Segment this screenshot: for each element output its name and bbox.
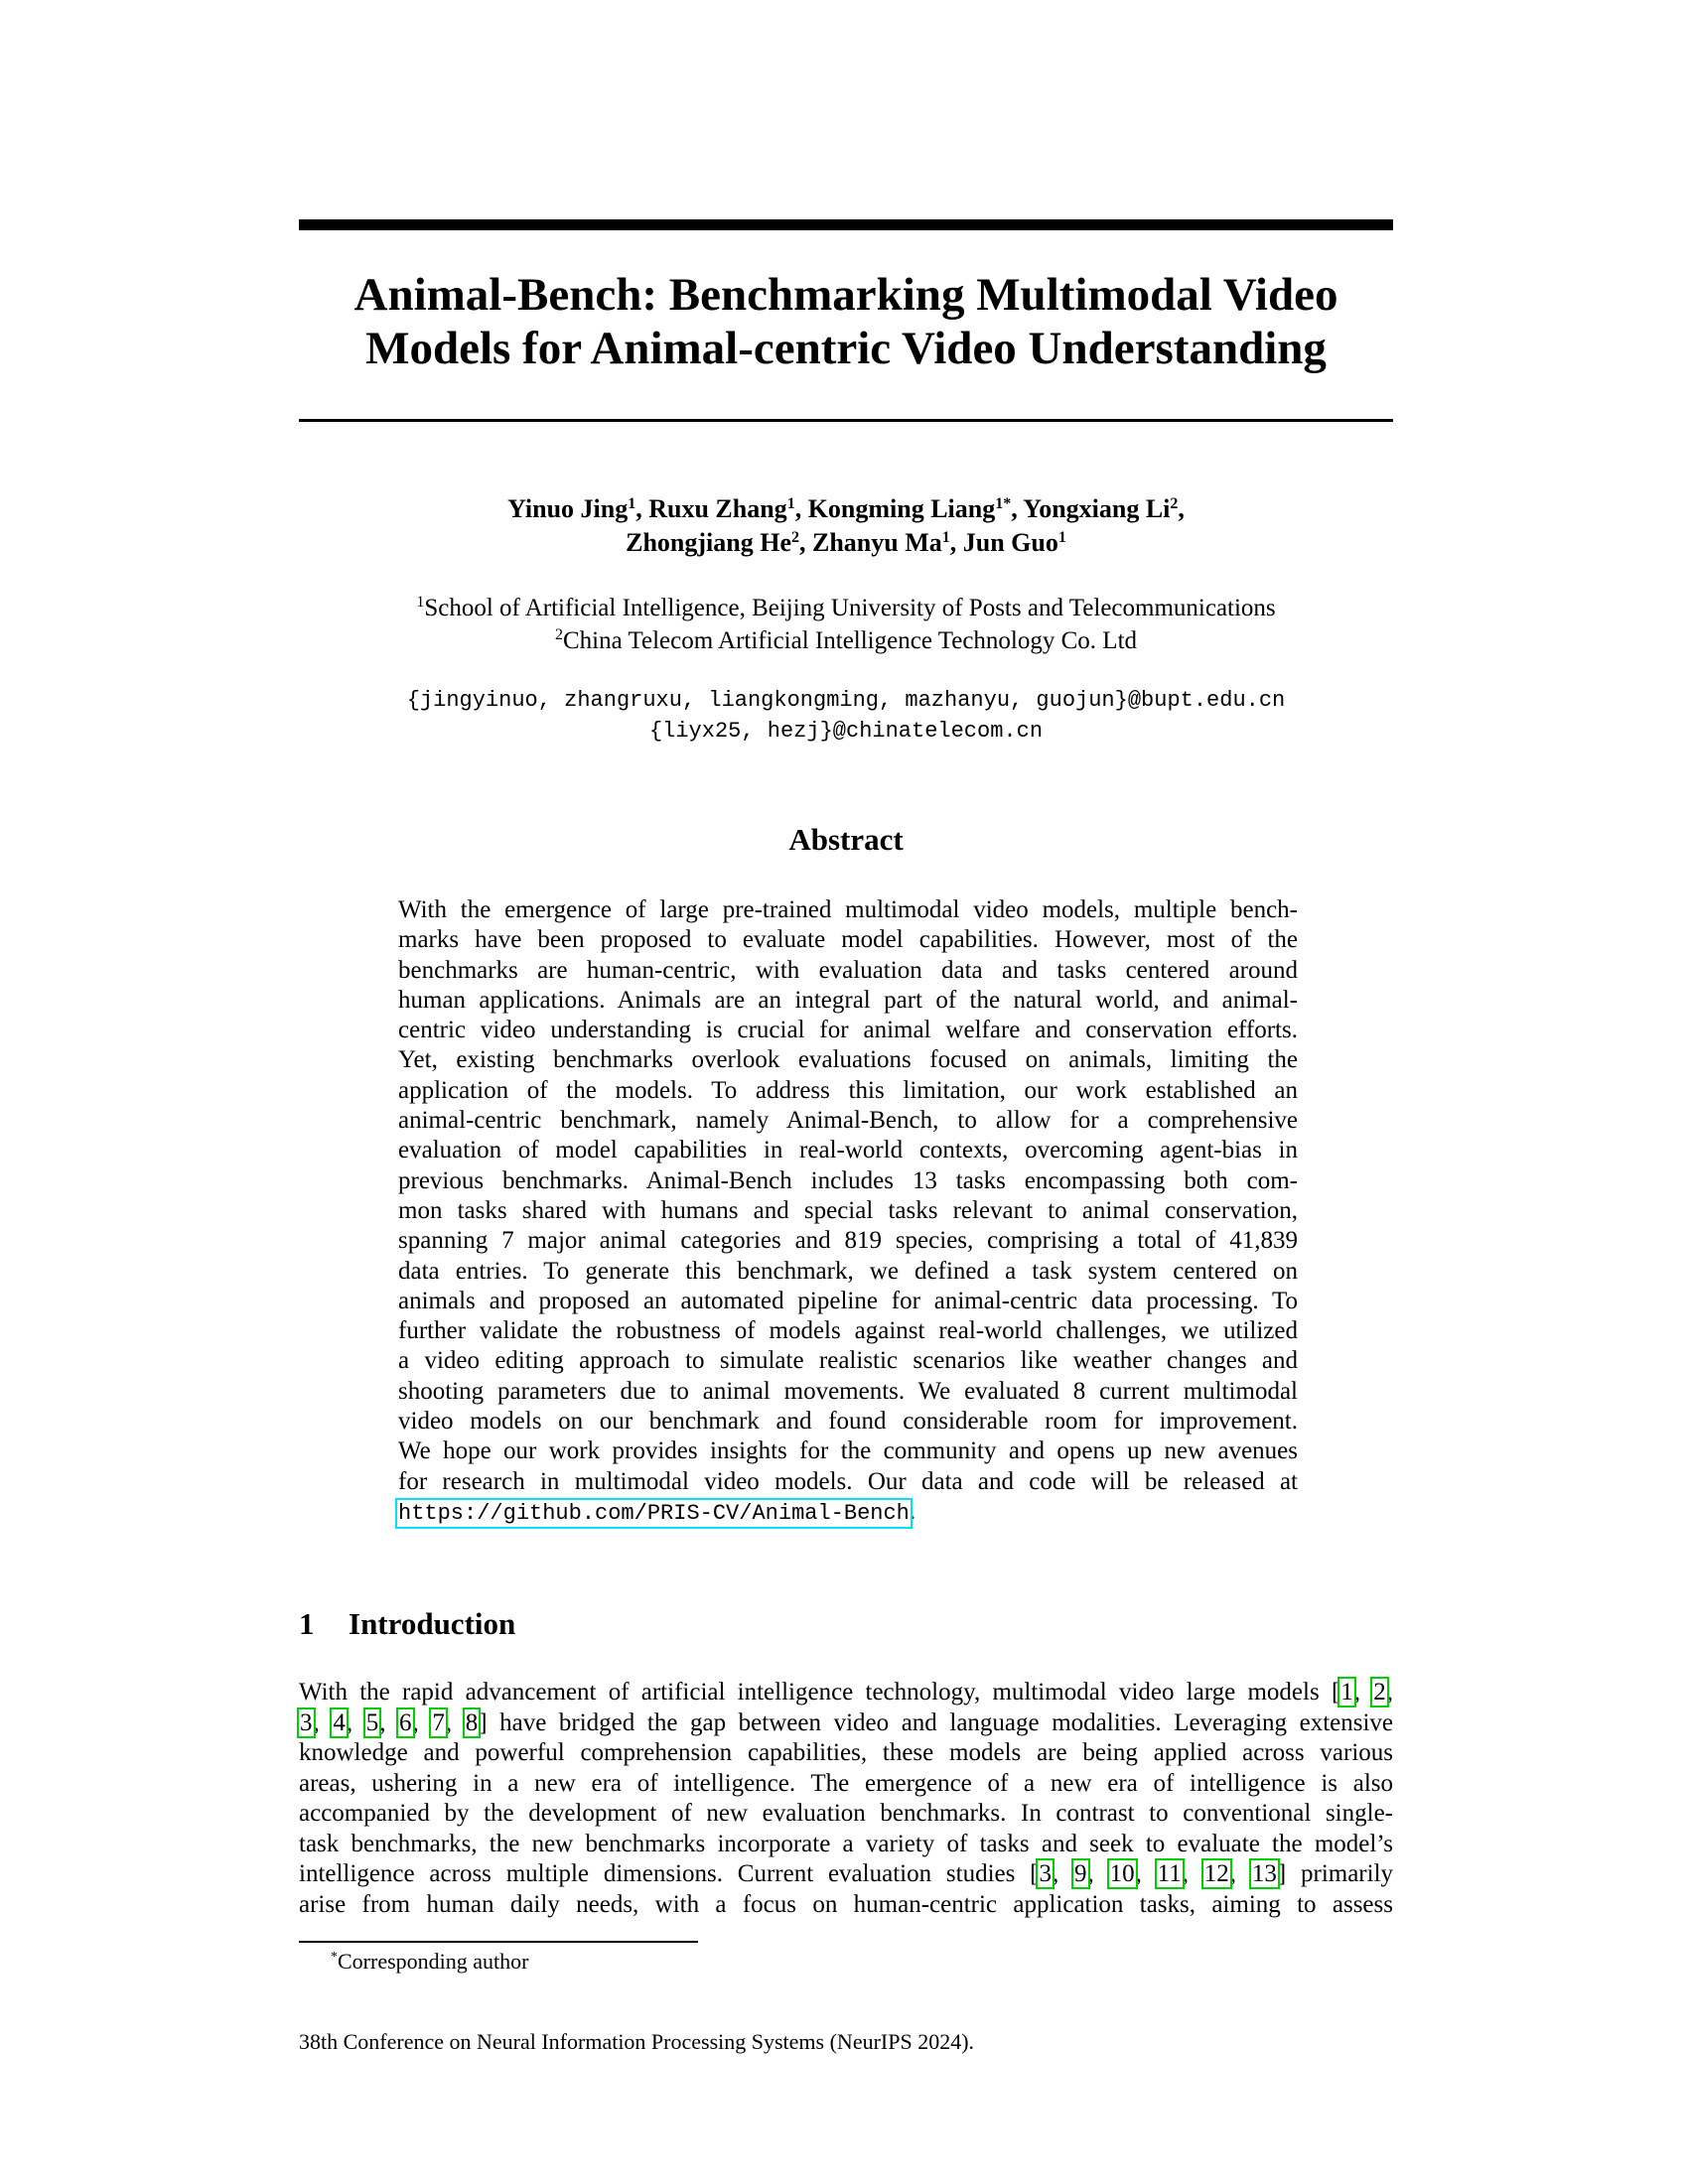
abstract-line: evaluation of model capabilities in real-world contexts, overcoming agent-bias in bbox=[398, 1137, 1298, 1164]
abstract-line: further validate the robustness of models against real-world challenges, we utilized bbox=[398, 1317, 1298, 1345]
affiliation-1 bbox=[299, 592, 1393, 624]
affiliation-text: China Telecom Artificial Intelligence Technology Co. Ltd bbox=[562, 627, 1138, 654]
title-bottom-rule bbox=[299, 419, 1393, 422]
abstract-line: animal-centric benchmark, namely Animal-Bench, to allow for a comprehensive bbox=[398, 1107, 1298, 1135]
affiliation-sup: 1 bbox=[416, 594, 425, 611]
paper-title bbox=[299, 268, 1393, 375]
abstract-line: previous benchmarks. Animal-Bench includes 13 tasks encompassing both com- bbox=[398, 1166, 1298, 1194]
citation-link[interactable]: 10 bbox=[1109, 1860, 1135, 1887]
abstract-line: We hope our work provides insights for the community and opens up new avenues bbox=[398, 1437, 1298, 1465]
author-name: Yinuo Jing bbox=[507, 494, 629, 523]
affiliation-text: School of Artificial Intelligence, Beijing University of Posts and Telecommunications bbox=[424, 595, 1276, 621]
citation-link[interactable]: 11 bbox=[1157, 1860, 1182, 1887]
intro-line: task benchmarks, the new benchmarks incorporate a variety of tasks and seek to evaluate the model’s bbox=[299, 1830, 1393, 1857]
intro-text: With the rapid advancement of artificial intelligence technology, multimodal video large models [ bbox=[299, 1679, 1340, 1706]
intro-line: knowledge and powerful comprehension capabilities, these models are being applied across various bbox=[299, 1739, 1393, 1766]
author-name: Ruxu Zhang bbox=[648, 494, 787, 523]
abstract-line: application of the models. To address this limitation, our work established an bbox=[398, 1076, 1298, 1104]
citation-link[interactable]: 6 bbox=[399, 1708, 412, 1736]
author-name: Kongming Liang bbox=[807, 494, 996, 523]
citation-link[interactable]: 9 bbox=[1074, 1860, 1087, 1887]
citation-link[interactable]: 1 bbox=[1340, 1679, 1353, 1706]
intro-text: ] primarily bbox=[1277, 1860, 1394, 1887]
intro-line: areas, ushering in a new era of intelligence. The emergence of a new era of intelligence is also bbox=[299, 1769, 1393, 1797]
citation-link[interactable]: 2 bbox=[1373, 1679, 1386, 1706]
affiliations bbox=[299, 592, 1393, 657]
abstract-line: shooting parameters due to animal movements. We evaluated 8 current multimodal bbox=[398, 1377, 1298, 1405]
footnote-text: Corresponding author bbox=[338, 1949, 529, 1974]
intro-line: accompanied by the development of new evaluation benchmarks. In contrast to conventional single- bbox=[299, 1800, 1393, 1827]
abstract-line: With the emergence of large pre-trained multimodal video models, multiple bench- bbox=[398, 896, 1298, 923]
abstract-line: a video editing approach to simulate realistic scenarios like weather changes and bbox=[398, 1347, 1298, 1375]
title-top-rule bbox=[299, 219, 1393, 230]
affiliation-sup: 2 bbox=[554, 626, 563, 643]
citation-link[interactable]: 7 bbox=[432, 1708, 445, 1736]
footnote-corresponding-author bbox=[331, 1948, 528, 1976]
intro-line: With the rapid advancement of artificial intelligence technology, multimodal video large models [1, 2, bbox=[299, 1679, 1393, 1706]
author-line-2: Zhongjiang He$^2$, Zhanyu Ma$^1$, Jun Guo$^1$ bbox=[626, 528, 1066, 557]
abstract-line: data entries. To generate this benchmark, we defined a task system centered on bbox=[398, 1257, 1298, 1285]
citation-link[interactable]: 5 bbox=[365, 1708, 379, 1736]
abstract-line: mon tasks shared with humans and special tasks relevant to animal conservation, bbox=[398, 1196, 1298, 1224]
abstract-line: video models on our benchmark and found considerable room for improvement. bbox=[398, 1408, 1298, 1435]
footnote-mark: * bbox=[331, 1950, 338, 1965]
author-affil-sup: 1 bbox=[995, 495, 1004, 512]
citation-link[interactable]: 8 bbox=[465, 1708, 479, 1736]
intro-line: arise from human daily needs, with a focus on human-centric application tasks, aiming to assess bbox=[299, 1890, 1393, 1918]
section-number: 1 bbox=[299, 1606, 315, 1641]
author-name: Yongxiang Li bbox=[1023, 494, 1171, 523]
citation-link[interactable]: 3 bbox=[1039, 1860, 1052, 1887]
footnote-rule bbox=[299, 1941, 698, 1943]
author-affil-sup: 1 bbox=[1057, 529, 1066, 546]
author-affil-sup: 1 bbox=[786, 495, 795, 512]
abstract-line: human applications. Animals are an integral part of the natural world, and animal- bbox=[398, 986, 1298, 1014]
code-repo-link[interactable]: https://github.com/PRIS-CV/Animal-Bench bbox=[398, 1500, 910, 1526]
author-name: Zhongjiang He bbox=[626, 528, 791, 557]
abstract-line: centric video understanding is crucial for animal welfare and conservation efforts. bbox=[398, 1017, 1298, 1044]
abstract-end-period: . bbox=[909, 1497, 916, 1525]
venue-line: 38th Conference on Neural Information Processing Systems (NeurIPS 2024). bbox=[299, 2029, 975, 2054]
author-emails bbox=[299, 685, 1393, 747]
author-affil-sup: 1 bbox=[628, 495, 636, 512]
title-line-2: Models for Animal-centric Video Understanding bbox=[365, 323, 1327, 374]
citation-link[interactable]: 12 bbox=[1203, 1860, 1229, 1887]
author-name: Jun Guo bbox=[962, 528, 1058, 557]
author-name: Zhanyu Ma bbox=[812, 528, 942, 557]
abstract-body bbox=[398, 895, 1298, 1529]
title-line-1: Animal-Bench: Benchmarking Multimodal Video bbox=[353, 269, 1338, 321]
abstract-line: benchmarks are human-centric, with evaluation data and tasks centered around bbox=[398, 956, 1298, 984]
abstract-line: for research in multimodal video models. Our data and code will be released at bbox=[398, 1467, 1298, 1495]
abstract-heading: Abstract bbox=[788, 822, 904, 857]
abstract-line: Yet, existing benchmarks overlook evaluations focused on animals, limiting the bbox=[398, 1046, 1298, 1074]
author-affil-sup: 2 bbox=[1170, 495, 1179, 512]
abstract-line bbox=[398, 1497, 1298, 1529]
author-line-1: Yinuo Jing$^1$, Ruxu Zhang$^1$, Kongming Liang$^{1*}$, Yongxiang Li$^2$, bbox=[507, 494, 1185, 523]
abstract-line: marks have been proposed to evaluate model capabilities. However, most of the bbox=[398, 926, 1298, 954]
intro-text: ] have bridged the gap between video and language modalities. Leveraging extensive bbox=[479, 1708, 1394, 1736]
affiliation-2 bbox=[299, 624, 1393, 657]
email-line-1: {jingyinuo, zhangruxu, liangkongming, mazhanyu, guojun}@bupt.edu.cn bbox=[406, 688, 1286, 713]
citation-link[interactable]: 13 bbox=[1251, 1860, 1277, 1887]
corresponding-mark: * bbox=[1003, 495, 1012, 512]
author-affil-sup: 1 bbox=[941, 529, 950, 546]
abstract-line: spanning 7 major animal categories and 819 species, comprising a total of 41,839 bbox=[398, 1227, 1298, 1255]
author-affil-sup: 2 bbox=[791, 529, 799, 546]
introduction-body bbox=[299, 1678, 1393, 1920]
intro-text: intelligence across multiple dimensions. Current evaluation studies [ bbox=[299, 1860, 1039, 1887]
abstract-line: animals and proposed an automated pipeline for animal-centric data processing. To bbox=[398, 1287, 1298, 1314]
author-list bbox=[299, 492, 1393, 560]
intro-line: intelligence across multiple dimensions. Current evaluation studies [3, 9, 10, 11, 12, 13] primarily bbox=[299, 1860, 1394, 1887]
citation-link[interactable]: 3 bbox=[300, 1708, 313, 1736]
email-line-2: {liyx25, hezj}@chinatelecom.cn bbox=[648, 719, 1044, 744]
citation-link[interactable]: 4 bbox=[333, 1708, 346, 1736]
section-heading-introduction bbox=[299, 1604, 515, 1644]
intro-line: 3, 4, 5, 6, 7, 8] have bridged the gap between video and language modalities. Leveraging extensive bbox=[300, 1708, 1394, 1736]
section-title: Introduction bbox=[349, 1606, 516, 1641]
